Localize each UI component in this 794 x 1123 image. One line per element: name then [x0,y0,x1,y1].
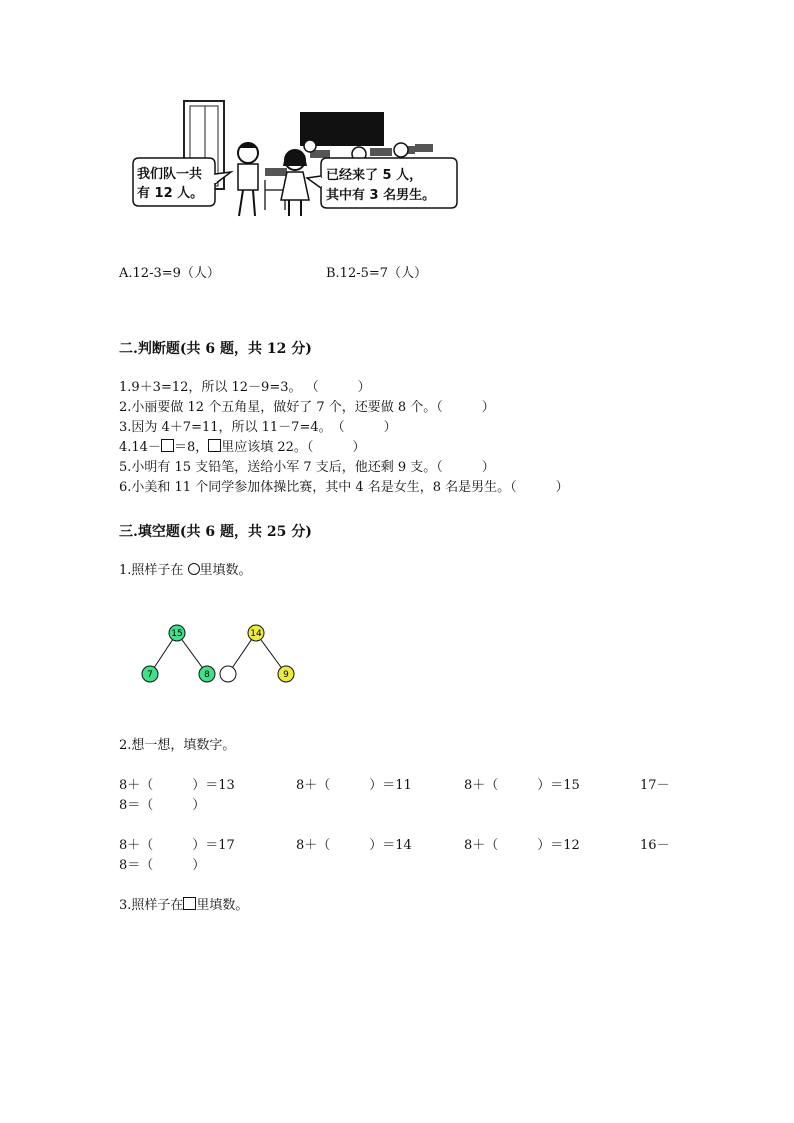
circle-blank-icon [188,563,200,575]
q2-r1-c1: 8＋（ ）＝13 [119,778,235,793]
judge-question-4 [119,438,719,458]
tree2-left-node[interactable] [220,666,236,682]
q2-r2-c2: 8＋（ ）＝14 [296,838,412,853]
tree2-top-label: 14 [250,629,262,639]
classroom-illustration [125,98,460,226]
section-3-title: 三.填空题(共 6 题，共 25 分) [119,524,312,540]
option-b: B.12-5=7（人） [326,266,428,281]
bubble-left-line1: 我们队一共 [137,167,203,182]
fill-question-2-title: 2.想一想，填数字。 [119,738,236,753]
blank-box-icon [208,439,221,452]
section-2-title: 二.判断题(共 6 题，共 12 分) [119,341,312,357]
number-trees [138,622,298,688]
fill-question-1 [119,561,252,581]
q2-r1-c2: 8＋（ ）＝11 [296,778,412,793]
tree1-left-label: 7 [147,670,153,680]
fill-q1-after: 里填数。 [199,563,252,578]
q2-r1-c3: 8＋（ ）＝15 [464,778,580,793]
q2-r1-wrap: 8＝（ ） [119,798,206,813]
q2-r2-c3: 8＋（ ）＝12 [464,838,580,853]
blank-box-icon [161,439,174,452]
tree1-right-label: 8 [204,670,210,680]
judge-question-2: 2.小丽要做 12 个五角星，做好了 7 个，还要做 8 个。（ ） [119,400,495,415]
judge-q4-part2: ＝8， [173,440,209,455]
q2-r1-c4: 17－ [640,778,670,793]
judge-question-6: 6.小美和 11 个同学参加体操比赛，其中 4 名是女生，8 名是男生。（ ） [119,480,569,495]
classroom-drawing [125,98,460,226]
tree2-right-label: 9 [283,670,289,680]
bubble-left-line2: 有 12 人。 [137,186,204,201]
q2-r2-c4: 16－ [640,838,670,853]
fill-q3-before: 3.照样子在 [119,898,184,913]
fill-q3-after: 里填数。 [196,898,249,913]
blank-box-icon [183,897,196,910]
judge-question-3: 3.因为 4＋7=11，所以 11－7=4。 （ ） [119,420,397,435]
judge-question-1: 1.9＋3=12，所以 12－9=3。 （ ） [119,380,371,395]
bubble-right-line2: 其中有 3 名男生。 [326,188,436,203]
section-2-questions [119,378,719,498]
judge-q4-part1: 4.14－ [119,440,161,455]
fill-q1-before: 1.照样子在 [119,563,188,578]
q2-r2-c1: 8＋（ ）＝17 [119,838,235,853]
tree1-top-label: 15 [171,629,183,639]
q2-r2-wrap: 8＝（ ） [119,858,206,873]
option-a: A.12-3=9（人） [119,266,220,281]
number-trees-svg [138,622,298,688]
fill-question-3 [119,896,248,916]
judge-question-5: 5.小明有 15 支铅笔，送给小军 7 支后，他还剩 9 支。（ ） [119,460,495,475]
judge-q4-part3: 里应该填 22。（ ） [221,440,366,455]
bubble-right-line1: 已经来了 5 人， [326,168,423,183]
